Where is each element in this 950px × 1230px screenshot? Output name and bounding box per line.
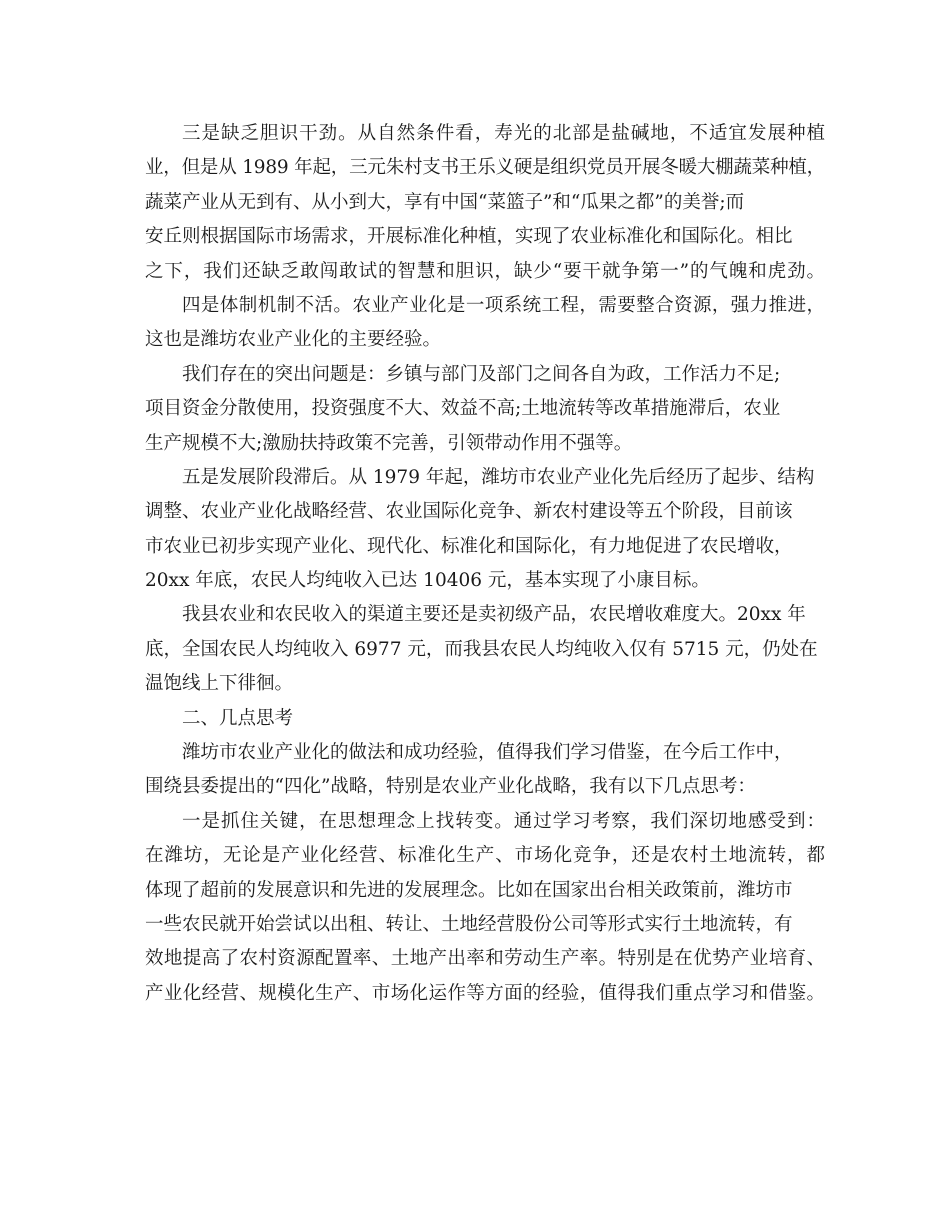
text-line: 一是抓住关键，在思想理念上找转变。通过学习考察，我们深切地感受到： bbox=[182, 810, 825, 832]
text-line: 安丘则根据国际市场需求，开展标准化种植，实现了农业标准化和国际化。相比 bbox=[145, 226, 793, 248]
text-line: 20xx 年底，农民人均纯收入已达 10406 元，基本实现了小康目标。 bbox=[145, 570, 710, 592]
text-line: 潍坊市农业产业化的做法和成功经验，值得我们学习借鉴，在今后工作中， bbox=[182, 742, 793, 764]
text-line: 在潍坊，无论是产业化经营、标准化生产、市场化竞争，还是农村土地流转，都 bbox=[145, 845, 825, 867]
text-line: 效地提高了农村资源配置率、土地产出率和劳动生产率。特别是在优势产业培育、 bbox=[145, 948, 825, 970]
document-body bbox=[145, 117, 825, 1011]
text-line: 围绕县委提出的“四化”战略，特别是农业产业化战略，我有以下几点思考： bbox=[145, 776, 756, 798]
text-line: 我县农业和农民收入的渠道主要还是卖初级产品，农民增收难度大。20xx 年 bbox=[182, 604, 806, 626]
text-line: 二、几点思考 bbox=[182, 707, 294, 729]
text-line: 项目资金分散使用，投资强度不大、效益不高;土地流转等改革措施滞后，农业 bbox=[145, 398, 781, 420]
text-line: 产业化经营、规模化生产、市场化运作等方面的经验，值得我们重点学习和借鉴。 bbox=[145, 982, 825, 1004]
text-line: 温饱线上下徘徊。 bbox=[145, 673, 294, 695]
text-line: 蔬菜产业从无到有、从小到大，享有中国“菜篮子”和“瓜果之都”的美誉;而 bbox=[145, 191, 745, 213]
text-line: 体现了超前的发展意识和先进的发展理念。比如在国家出台相关政策前，潍坊市 bbox=[145, 879, 793, 901]
text-line: 业，但是从 1989 年起，三元朱村支书王乐义硬是组织党员开展冬暖大棚蔬菜种植， bbox=[145, 157, 825, 179]
text-line: 我们存在的突出问题是：乡镇与部门及部门之间各自为政，工作活力不足; bbox=[182, 363, 781, 385]
text-line: 四是体制机制不活。农业产业化是一项系统工程，需要整合资源，强力推进， bbox=[182, 294, 825, 316]
text-line: 一些农民就开始尝试以出租、转让、土地经营股份公司等形式实行土地流转，有 bbox=[145, 913, 793, 935]
text-line: 生产规模不大;激励扶持政策不完善，引领带动作用不强等。 bbox=[145, 432, 633, 454]
text-line: 底，全国农民人均纯收入 6977 元，而我县农民人均纯收入仅有 5715 元，仍处在 bbox=[145, 638, 818, 660]
text-line: 市农业已初步实现产业化、现代化、标准化和国际化，有力地促进了农民增收， bbox=[145, 535, 793, 557]
text-line: 这也是潍坊农业产业化的主要经验。 bbox=[145, 329, 442, 351]
text-line: 五是发展阶段滞后。从 1979 年起，潍坊市农业产业化先后经历了起步、结构 bbox=[182, 466, 815, 488]
text-line: 调整、农业产业化战略经营、农业国际化竞争、新农村建设等五个阶段，目前该 bbox=[145, 501, 793, 523]
text-line: 之下，我们还缺乏敢闯敢试的智慧和胆识，缺少“要干就争第一”的气魄和虎劲。 bbox=[145, 260, 825, 282]
text-line: 三是缺乏胆识干劲。从自然条件看，寿光的北部是盐碱地，不适宜发展种植 bbox=[182, 123, 825, 144]
